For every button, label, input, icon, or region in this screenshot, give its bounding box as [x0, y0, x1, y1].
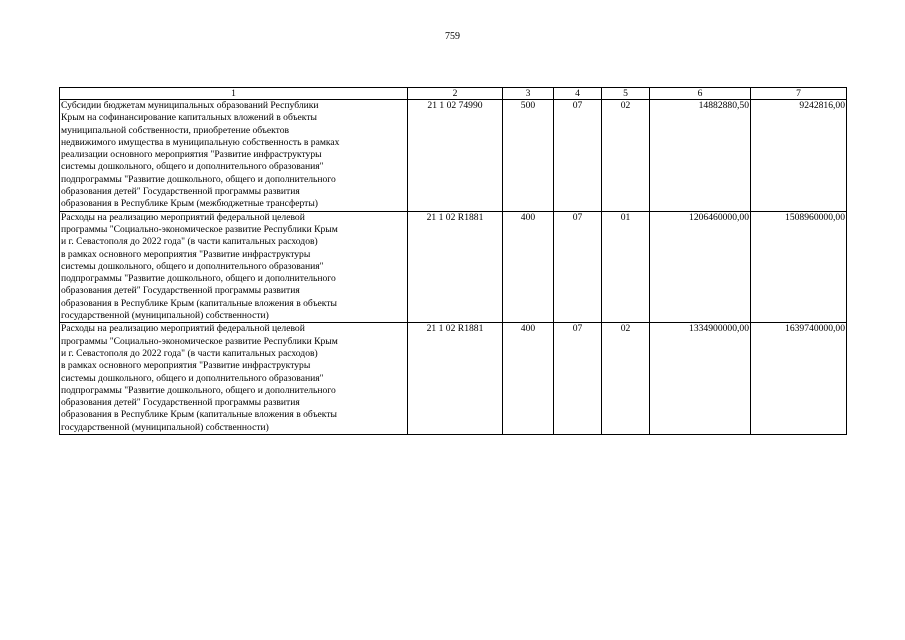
description-line: Расходы на реализацию мероприятий федеральной целевой — [61, 211, 305, 223]
description-line: государственной (муниципальной) собственности) — [61, 421, 269, 433]
header-col-1: 1 — [60, 88, 408, 100]
header-col-5: 5 — [602, 88, 650, 100]
description-line: реализации основного мероприятия "Развитие инфраструктуры — [61, 149, 322, 161]
description-line: в рамках основного мероприятия "Развитие инфраструктуры — [61, 360, 311, 372]
row-description — [60, 323, 408, 435]
table-row — [60, 100, 847, 212]
row-code: 21 1 02 R1881 — [408, 211, 503, 323]
description-line: образования в Республике Крым (капитальные вложения в объекты — [61, 409, 337, 421]
row-description — [60, 211, 408, 323]
row-amount-col7: 9242816,00 — [751, 100, 847, 212]
row-amount-col6: 1334900000,00 — [650, 323, 751, 435]
description-line: образования детей" Государственной программы развития — [61, 397, 300, 409]
row-col3: 400 — [503, 323, 554, 435]
header-col-3: 3 — [503, 88, 554, 100]
row-col5: 02 — [602, 323, 650, 435]
table-row — [60, 323, 847, 435]
description-line: системы дошкольного, общего и дополнительного образования" — [61, 260, 324, 272]
description-line: муниципальной собственности, приобретение объектов — [61, 124, 290, 136]
row-col3: 400 — [503, 211, 554, 323]
header-row — [60, 88, 847, 100]
row-amount-col7: 1508960000,00 — [751, 211, 847, 323]
row-code: 21 1 02 74990 — [408, 100, 503, 212]
header-col-2: 2 — [408, 88, 503, 100]
description-line: и г. Севастополя до 2022 года" (в части капитальных расходов) — [61, 236, 318, 248]
row-col4: 07 — [554, 211, 602, 323]
row-amount-col6: 14882880,50 — [650, 100, 751, 212]
row-col4: 07 — [554, 323, 602, 435]
row-amount-col7: 1639740000,00 — [751, 323, 847, 435]
description-line: системы дошкольного, общего и дополнительного образования" — [61, 161, 324, 173]
description-line: и г. Севастополя до 2022 года" (в части капитальных расходов) — [61, 347, 318, 359]
description-line: государственной (муниципальной) собственности) — [61, 310, 269, 322]
header-col-4: 4 — [554, 88, 602, 100]
row-amount-col6: 1206460000,00 — [650, 211, 751, 323]
row-col5: 02 — [602, 100, 650, 212]
description-line: Крым на софинансирование капитальных вложений в объекты — [61, 112, 317, 124]
description-line: Субсидии бюджетам муниципальных образований Республики — [61, 100, 319, 111]
description-line: образования детей" Государственной программы развития — [61, 285, 300, 297]
description-line: системы дошкольного, общего и дополнительного образования" — [61, 372, 324, 384]
description-line: подпрограммы "Развитие дошкольного, общего и дополнительного — [61, 384, 336, 396]
description-line: образования детей" Государственной программы развития — [61, 186, 300, 198]
description-line: подпрограммы "Развитие дошкольного, общего и дополнительного — [61, 173, 336, 185]
description-line: недвижимого имущества в муниципальную собственность в рамках — [61, 136, 340, 148]
header-col-6: 6 — [650, 88, 751, 100]
table-row — [60, 211, 847, 323]
page-number: 759 — [445, 31, 460, 42]
row-code: 21 1 02 R1881 — [408, 323, 503, 435]
row-col4: 07 — [554, 100, 602, 212]
description-line: образования в Республике Крым (капитальные вложения в объекты — [61, 297, 337, 309]
description-line: образования в Республике Крым (межбюджетные трансферты) — [61, 198, 318, 210]
row-col5: 01 — [602, 211, 650, 323]
header-col-7: 7 — [751, 88, 847, 100]
row-description — [60, 100, 408, 212]
budget-table — [59, 87, 847, 435]
description-line: программы "Социально-экономическое развитие Республики Крым — [61, 223, 338, 235]
description-line: в рамках основного мероприятия "Развитие инфраструктуры — [61, 248, 311, 260]
description-line: программы "Социально-экономическое развитие Республики Крым — [61, 335, 338, 347]
row-col3: 500 — [503, 100, 554, 212]
description-line: подпрограммы "Развитие дошкольного, общего и дополнительного — [61, 273, 336, 285]
description-line: Расходы на реализацию мероприятий федеральной целевой — [61, 323, 305, 335]
